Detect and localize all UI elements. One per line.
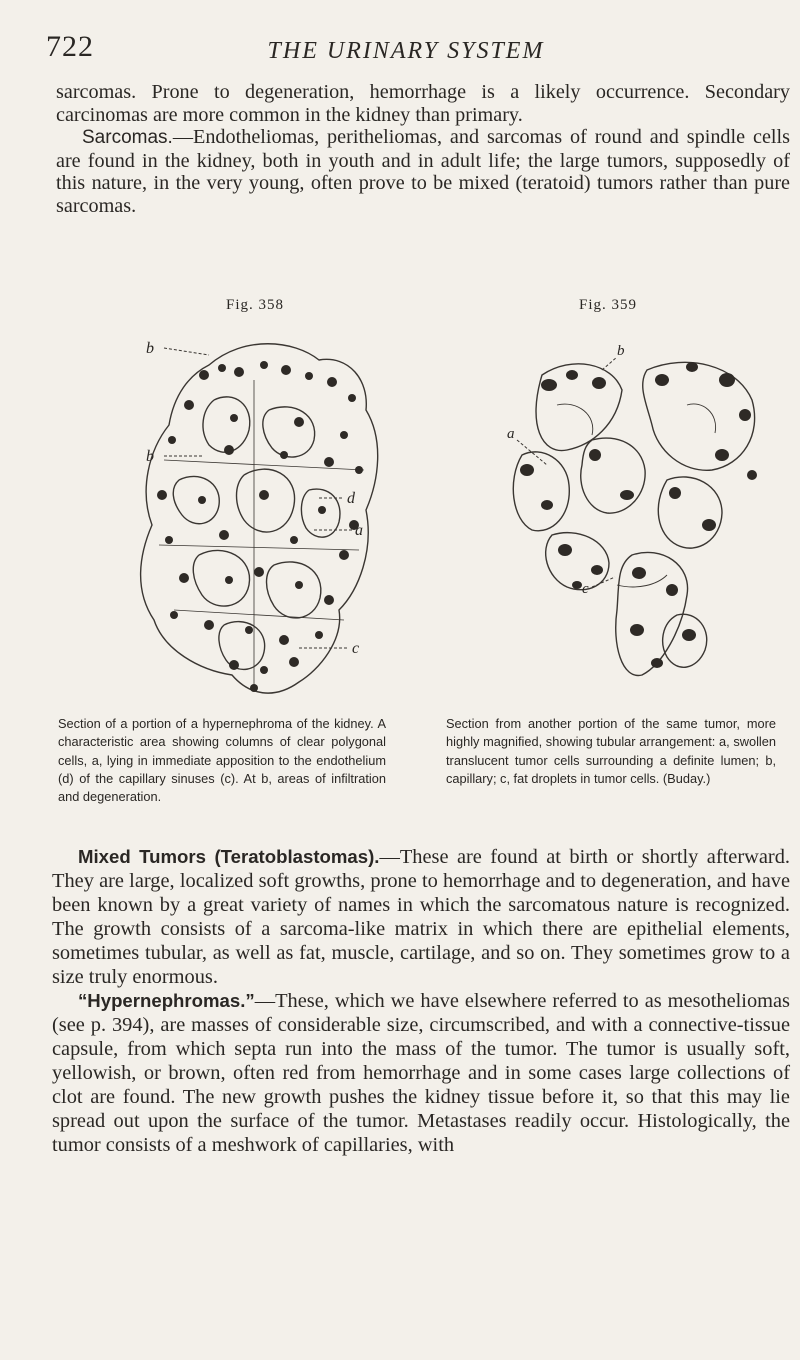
sarcomas-text: —Endotheliomas, peritheliomas, and sarcomas of round and spindle cells are found in the kidney, both in youth and in adult life; the large tumors, supposedly of this nature, in the very young, often prove to be mixed (teratoid) tumors rather than pure sarcomas. (56, 126, 790, 217)
paragraph-mixed-tumors (52, 845, 790, 989)
running-head (46, 26, 766, 66)
running-title: THE URINARY SYSTEM (267, 38, 545, 64)
figure-358-marker-b-top: b (146, 340, 154, 357)
figure-358-marker-a: a (355, 522, 363, 539)
paragraph-sarcomas (56, 126, 790, 217)
figure-359-marker-c: c (582, 581, 589, 597)
figure-358-marker-c: c (352, 640, 360, 657)
mixed-tumors-text: —These are found at birth or shortly afterward. They are large, localized soft growths, prone to hemorrhage and to degeneration, and have been known by a great variety of names in which the sarcomatous nature is recognized. The growth consists of a sarcoma-like matrix in which there are epithelial elements, sometimes tubular, as well as fat, muscle, cartilage, and so on. They sometimes grow to a size truly enormous. (52, 846, 790, 988)
figure-358-label: Fig. 358 (225, 297, 284, 313)
body-text (52, 845, 790, 1158)
figure-359-marker-a: a (507, 426, 515, 442)
figure-358-illustration (104, 310, 404, 710)
sarcomas-heading: Sarcomas. (82, 127, 173, 149)
figure-358-marker-d: d (347, 490, 355, 507)
figure-359-label: Fig. 359 (578, 297, 637, 313)
figure-358-caption: Section of a portion of a hypernephroma of the kidney. A characteristic area showing columns of clear polygonal cells, a, lying in immediate apposition to the endothelium (d) of the capillary sinuses (c). At b, areas of infiltration and degeneration. (58, 716, 386, 805)
figure-358-marker-b-middle: b (146, 448, 154, 465)
page-number: 722 (46, 30, 94, 63)
paragraph-sarcomas-intro: sarcomas. Prone to degeneration, hemorrhage is a likely occurrence. Secondary carcinomas are more common in the kidney than primary. (56, 81, 790, 126)
top-paragraph (56, 81, 790, 218)
hypernephromas-text: —These, which we have elsewhere referred to as mesotheliomas (see p. 394), are masses of considerable size, circumscribed, and with a connective-tissue capsule, from which septa run into the mass of the tumor. The tumor is usually soft, yellowish, or brown, often red from hemorrhage and in some cases large collections of clot are found. The new growth pushes the kidney tissue before it, so that this may lie spread out upon the surface of the tumor. Metastases readily occur. Histologically, the tumor consists of a meshwork of capillaries, with (52, 990, 790, 1156)
hypernephromas-heading: “Hypernephromas.” (78, 990, 255, 1012)
paragraph-hypernephromas (52, 989, 790, 1157)
figure-359-marker-b: b (617, 345, 625, 359)
mixed-tumors-heading: Mixed Tumors (Teratoblastomas). (78, 846, 380, 867)
figure-359-caption: Section from another portion of the same tumor, more highly magnified, showing tubular arrangement: a, swollen translucent tumor cells surrounding a definite lumen; b, capillary; c, fat droplets in tumor cells. (Buday.) (446, 716, 776, 786)
figure-359-illustration (497, 345, 772, 690)
